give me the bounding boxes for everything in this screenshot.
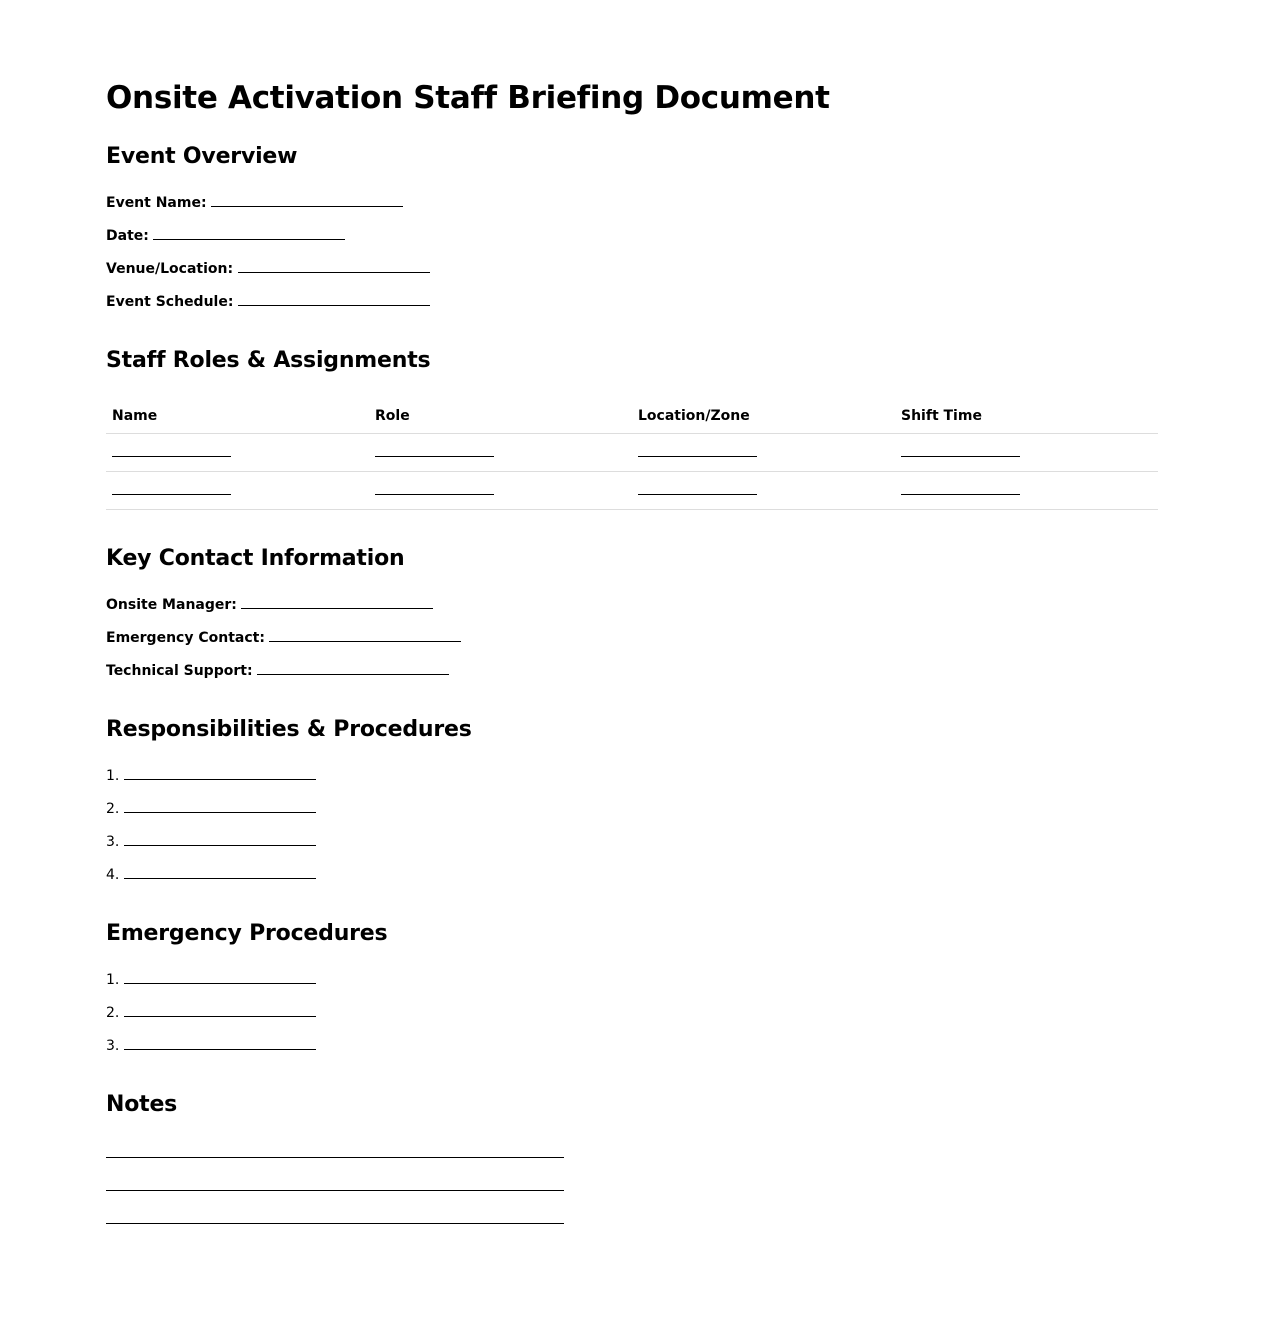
emergency-procedure-blank[interactable] [124,1037,316,1050]
shift-time-blank[interactable] [901,482,1020,495]
emergency-procedure-blank[interactable] [124,971,316,984]
list-number: 4. [106,867,120,883]
cell-shift-time [895,434,1158,472]
list-number: 2. [106,801,120,817]
date-field [106,227,345,244]
venue-location-blank[interactable] [238,260,430,273]
list-item [106,833,316,850]
list-item [106,1037,316,1054]
column-header-shift-time: Shift Time [895,398,1158,434]
table-row [106,472,1158,510]
column-header-name: Name [106,398,369,434]
event-schedule-blank[interactable] [238,293,430,306]
column-header-location-zone: Location/Zone [632,398,895,434]
list-item [106,800,316,817]
list-number: 2. [106,1005,120,1021]
responsibility-blank[interactable] [124,800,316,813]
notes-line-1[interactable] [106,1145,564,1158]
emergency-contact-blank[interactable] [269,629,461,642]
list-number: 3. [106,834,120,850]
cell-role [369,434,632,472]
table-header-row [106,398,1158,434]
list-number: 1. [106,972,120,988]
cell-location-zone [632,434,895,472]
staff-roles-table [106,398,1158,510]
emergency-contact-field [106,629,461,646]
cell-name [106,434,369,472]
onsite-manager-blank[interactable] [241,596,433,609]
section-heading-key-contacts: Key Contact Information [106,546,405,571]
date-blank[interactable] [153,227,345,240]
name-blank[interactable] [112,444,231,457]
section-heading-emergency-procedures: Emergency Procedures [106,921,388,946]
cell-role [369,472,632,510]
venue-location-field [106,260,430,277]
list-item [106,866,316,883]
list-number: 1. [106,768,120,784]
responsibility-blank[interactable] [124,767,316,780]
shift-time-blank[interactable] [901,444,1020,457]
notes-line-2[interactable] [106,1178,564,1191]
date-label: Date: [106,228,149,244]
name-blank[interactable] [112,482,231,495]
onsite-manager-field [106,596,433,613]
event-name-label: Event Name: [106,195,207,211]
location-zone-blank[interactable] [638,444,757,457]
location-zone-blank[interactable] [638,482,757,495]
emergency-contact-label: Emergency Contact: [106,630,265,646]
responsibility-blank[interactable] [124,866,316,879]
column-header-role: Role [369,398,632,434]
role-blank[interactable] [375,444,494,457]
table-row [106,434,1158,472]
technical-support-label: Technical Support: [106,663,253,679]
section-heading-staff-roles: Staff Roles & Assignments [106,348,431,373]
technical-support-blank[interactable] [257,662,449,675]
section-heading-event-overview: Event Overview [106,144,298,169]
section-heading-responsibilities: Responsibilities & Procedures [106,717,472,742]
technical-support-field [106,662,449,679]
page-title: Onsite Activation Staff Briefing Document [106,80,830,116]
list-item [106,1004,316,1021]
cell-shift-time [895,472,1158,510]
section-heading-notes: Notes [106,1092,178,1117]
event-name-field [106,194,403,211]
event-name-blank[interactable] [211,194,403,207]
emergency-procedure-blank[interactable] [124,1004,316,1017]
responsibility-blank[interactable] [124,833,316,846]
list-number: 3. [106,1038,120,1054]
list-item [106,767,316,784]
onsite-manager-label: Onsite Manager: [106,597,237,613]
list-item [106,971,316,988]
cell-location-zone [632,472,895,510]
cell-name [106,472,369,510]
notes-line-3[interactable] [106,1211,564,1224]
event-schedule-label: Event Schedule: [106,294,234,310]
role-blank[interactable] [375,482,494,495]
event-schedule-field [106,293,430,310]
venue-location-label: Venue/Location: [106,261,234,277]
